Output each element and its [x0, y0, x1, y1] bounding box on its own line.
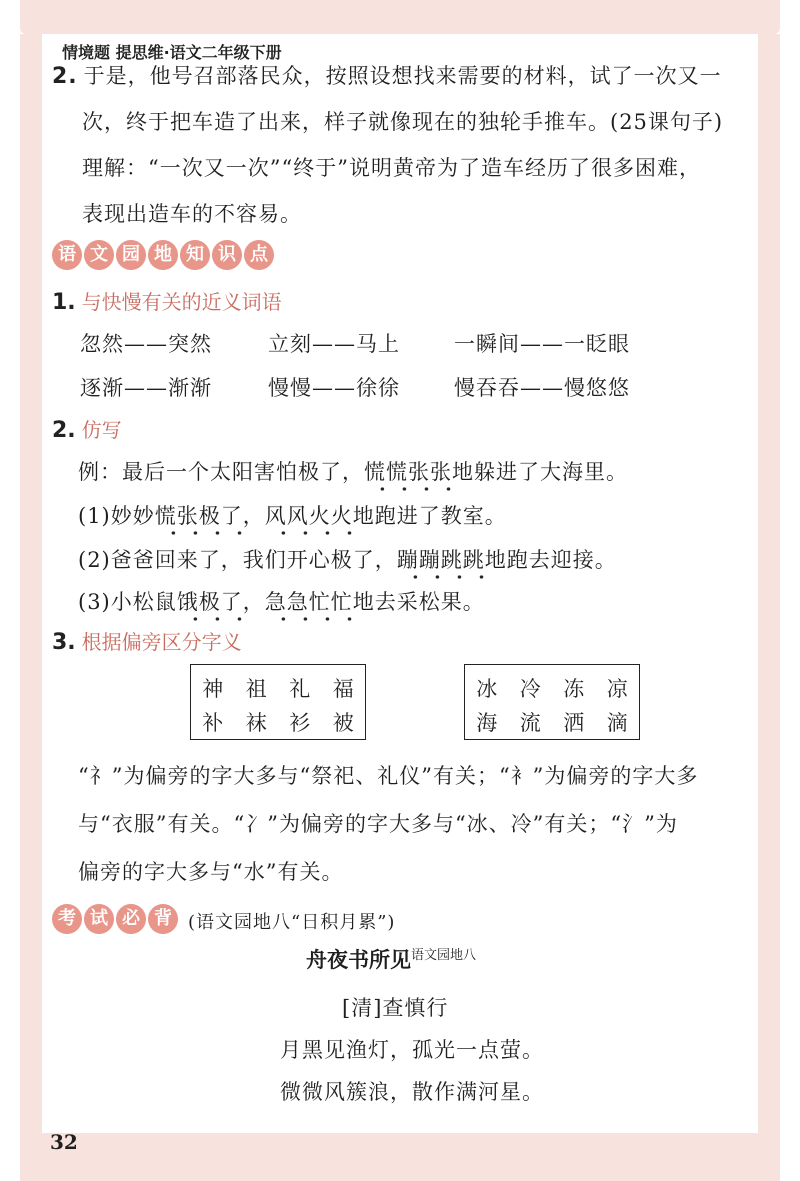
synonym-5: 慢慢——徐徐	[268, 376, 400, 400]
text-part: (2)爸爸回来了，我们开心极了，	[78, 548, 397, 572]
badge-char: 点	[244, 240, 274, 270]
item2-line2: 次，终于把车造了出来，样子就像现在的独轮手推车。(25课句子)	[82, 110, 724, 134]
bottom-margin-band	[20, 1133, 780, 1181]
text-part: 地去采松果。	[352, 590, 485, 614]
explanation-line1: “礻”为偏旁的字大多与“祭祀、礼仪”有关；“衤”为偏旁的字大多	[78, 764, 699, 788]
left-margin-band	[20, 34, 42, 1181]
section2-heading	[52, 414, 122, 443]
badge-char: 语	[52, 240, 82, 270]
item2-line3: 理解：“一次又一次”“终于”说明黄帝为了造车经历了很多困难，	[82, 156, 701, 180]
section-number: 1.	[52, 290, 76, 315]
section-title: 与快慢有关的近义词语	[81, 290, 282, 314]
character: 冷	[519, 677, 541, 701]
badge-char: 必	[116, 904, 146, 934]
character: 滴	[606, 711, 628, 735]
badge-char: 背	[148, 904, 178, 934]
character: 被	[332, 711, 354, 735]
page-number: 32	[50, 1130, 78, 1154]
poem-title-text: 舟夜书所见	[306, 948, 411, 972]
synonym-6: 慢吞吞——慢悠悠	[454, 376, 630, 400]
radical-row	[465, 707, 639, 737]
header-title: 情境题 提思维·语文二年级下册	[62, 43, 282, 62]
character: 海	[476, 711, 498, 735]
radical-row	[191, 673, 365, 703]
exam-badge-note: (语文园地八“日积月累”)	[188, 912, 396, 933]
page-content	[42, 34, 758, 1133]
poem-author: [清]查慎行	[342, 996, 449, 1020]
badge-char: 试	[84, 904, 114, 934]
radical-row	[191, 707, 365, 737]
emphasis-text: 慌张极了	[155, 504, 243, 536]
text-part: 地跑进了教室。	[352, 504, 507, 528]
example-sentence	[78, 456, 628, 486]
emphasis-text: 饿极了	[177, 590, 243, 622]
text-part: ，	[242, 504, 265, 528]
synonym-1: 忽然——突然	[80, 332, 212, 356]
emphasis-text: 急急忙忙	[265, 590, 353, 622]
text-part: (3)小松鼠	[78, 590, 177, 614]
section-number: 3.	[52, 630, 76, 655]
poem-source: 语文园地八	[411, 948, 477, 963]
badge-char: 地	[148, 240, 178, 270]
section3-heading	[52, 626, 242, 655]
badge-char: 考	[52, 904, 82, 934]
character: 神	[202, 677, 224, 701]
synonym-2: 立刻——马上	[268, 332, 400, 356]
character: 补	[202, 711, 224, 735]
badge-char: 园	[116, 240, 146, 270]
synonym-3: 一瞬间——一眨眼	[454, 332, 630, 356]
character: 冰	[476, 677, 498, 701]
radical-row	[465, 673, 639, 703]
character: 礼	[289, 677, 311, 701]
text-part: ，	[242, 590, 265, 614]
radical-box-shi-yi	[190, 664, 366, 740]
text-part: (1)妙妙	[78, 504, 155, 528]
practice-sentence-2	[78, 544, 617, 574]
emphasis-text: 慌慌张张	[364, 460, 452, 492]
character: 凉	[606, 677, 628, 701]
practice-sentence-1	[78, 500, 507, 530]
badge-char: 文	[84, 240, 114, 270]
character: 流	[519, 711, 541, 735]
exam-badge	[52, 904, 178, 934]
section1-heading	[52, 286, 282, 315]
poem-line1: 月黑见渔灯，孤光一点萤。	[280, 1038, 544, 1062]
poem-line2: 微微风簇浪，散作满河星。	[280, 1080, 544, 1104]
radical-box-bing-shui	[464, 664, 640, 740]
item2-line1	[52, 60, 722, 90]
synonym-4: 逐渐——渐渐	[80, 376, 212, 400]
character: 冻	[563, 677, 585, 701]
character: 福	[332, 677, 354, 701]
text-part: 地跑去迎接。	[484, 548, 617, 572]
explanation-line3: 偏旁的字大多与“水”有关。	[78, 860, 344, 884]
item2-text-1: 于是，他号召部落民众，按照设想找来需要的材料，试了一次又一	[83, 64, 722, 88]
item2-line4: 表现出造车的不容易。	[82, 202, 302, 226]
character: 衫	[289, 711, 311, 735]
item-number: 2.	[52, 64, 78, 89]
badge-char: 知	[180, 240, 210, 270]
explanation-line2: 与“衣服”有关。“冫”为偏旁的字大多与“冰、冷”有关；“氵”为	[78, 812, 678, 836]
practice-sentence-3	[78, 586, 485, 616]
right-margin-band	[758, 34, 780, 1181]
section-title: 根据偏旁区分字义	[81, 630, 242, 654]
character: 洒	[563, 711, 585, 735]
section-number: 2.	[52, 418, 76, 443]
text-part: 例：最后一个太阳害怕极了，	[78, 460, 364, 484]
emphasis-text: 风风火火	[265, 504, 353, 536]
badge-char: 识	[212, 240, 242, 270]
knowledge-badge	[52, 240, 274, 270]
emphasis-text: 蹦蹦跳跳	[397, 548, 485, 580]
section-title: 仿写	[81, 418, 122, 442]
text-part: 地躲进了大海里。	[452, 460, 628, 484]
character: 袜	[245, 711, 267, 735]
character: 祖	[245, 677, 267, 701]
poem-title	[306, 944, 476, 974]
top-bar	[20, 0, 780, 34]
